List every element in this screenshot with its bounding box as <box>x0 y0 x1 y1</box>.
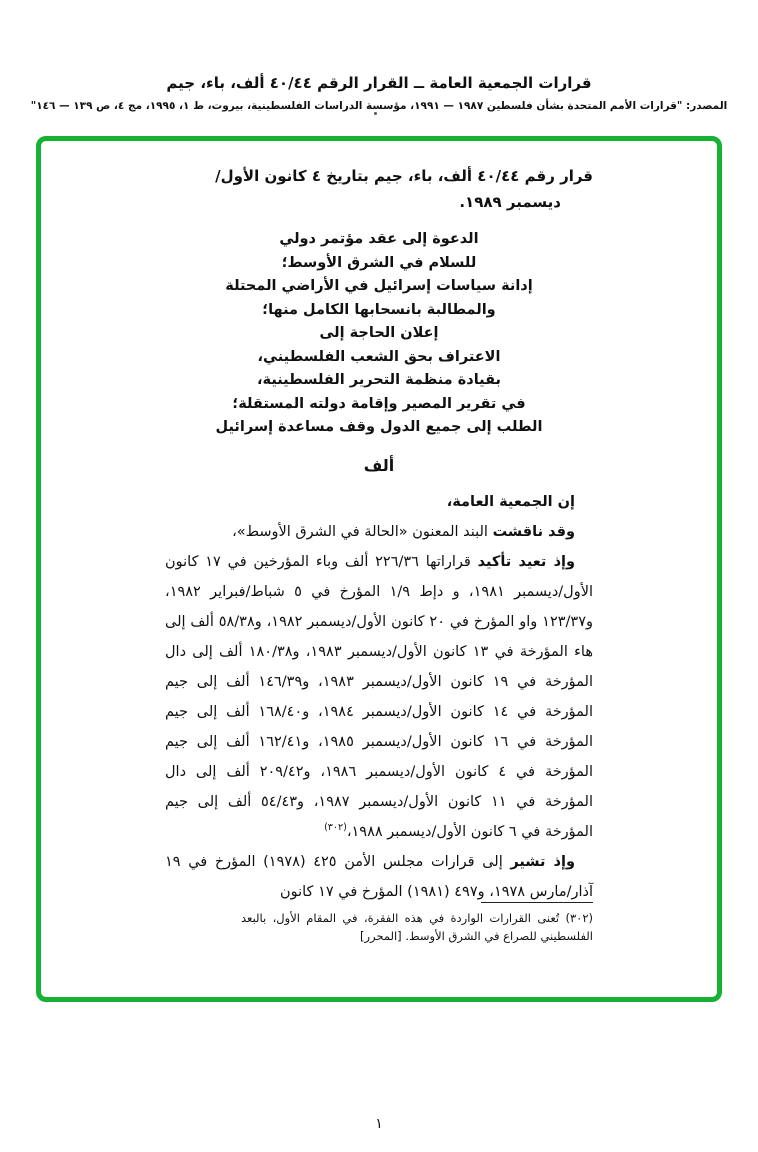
footnote-reference: (٣٠٢) <box>324 821 347 833</box>
page-title: قرارات الجمعية العامة ــ القرار الرقم ٤٠/٤٤ ألف، باء، جيم <box>166 74 592 92</box>
body-paragraphs <box>165 487 593 907</box>
page-speck <box>374 112 377 115</box>
paragraph-lead: وإذ تعيد تأكيد <box>477 553 575 570</box>
subject-line: إدانة سياسات إسرائيل في الأراضي المحتلة <box>225 278 533 294</box>
section-heading-alif: ألف <box>363 455 395 475</box>
paragraph-lead: إن الجمعية العامة، <box>446 493 575 510</box>
footnote-block <box>241 902 593 945</box>
paragraph-text: إلى قرارات مجلس الأمن ٤٢٥ (١٩٧٨) المؤرخ في ١٩ آذار/مارس ١٩٧٨، و٤٩٧ (١٩٨١) المؤرخ في ١٧ كانون <box>165 853 593 900</box>
paragraph-text: البند المعنون «الحالة في الشرق الأوسط»، <box>232 523 493 540</box>
resolution-title <box>165 163 593 215</box>
paragraph-preamble <box>165 487 593 517</box>
document-column <box>165 163 593 907</box>
subject-line: بقيادة منظمة التحرير الفلسطينية، <box>257 372 501 388</box>
footnote-separator-rule <box>481 902 593 903</box>
paragraph-text: قراراتها ٢٢٦/٣٦ ألف وباء المؤرخين في ١٧ كانون الأول/ديسمبر ١٩٨١، و دإط ١/٩ المؤرخ في ٥ شباط/فبراير ١٩٨٢، و١٢٣/٣٧ واو المؤرخ في ٢٠ كانون الأول/ديسمبر ١٩٨٢، و٥٨/٣٨ ألف إلى هاء المؤرخة في ١٣ كانون الأول/ديسمبر ١٩٨٣، و١٨٠/٣٨ ألف إلى دال المؤرخة في ١٩ كانون الأول/ديسمبر ١٩٨٣، و١٤٦/٣٩ ألف إلى جيم المؤرخة في ١٤ كانون الأول/ديسمبر ١٩٨٤، و١٦٨/٤٠ ألف إلى جيم المؤرخة في ١٦ كانون الأول/ديسمبر ١٩٨٥، و١٦٢/٤١ ألف إلى جيم المؤرخة في ٤ كانون الأول/ديسمبر ١٩٨٦، و٢٠٩/٤٢ ألف إلى دال المؤرخة في ١١ كانون الأول/ديسمبر ١٩٨٧، و٥٤/٤٣ ألف إلى جيم المؤرخة في ٦ كانون الأول/ديسمبر ١٩٨٨، <box>165 553 594 840</box>
paragraph-discussed <box>165 517 593 547</box>
subject-line: الدعوة إلى عقد مؤتمر دولي <box>279 231 479 247</box>
source-citation: المصدر: "قرارات الأمم المتحدة بشأن فلسطين ١٩٨٧ — ١٩٩١، مؤسسة الدراسات الفلسطينية، بيروت، ط ١، ١٩٩٥، مج ٤، ص ١٣٩ — ١٤٦" <box>30 100 728 112</box>
subject-line: الطلب إلى جميع الدول وقف مساعدة إسرائيل <box>215 419 543 435</box>
highlight-border-box <box>36 136 722 1002</box>
subject-lines <box>165 228 593 440</box>
resolution-title-line2: ديسمبر ١٩٨٩. <box>459 193 561 211</box>
paragraph-lead: وإذ تشير <box>510 853 575 870</box>
subject-line: في تقرير المصير وإقامة دولته المستقلة؛ <box>232 395 526 412</box>
subject-line: الاعتراف بحق الشعب الفلسطيني، <box>257 348 501 365</box>
subject-line: إعلان الحاجة إلى <box>319 325 439 341</box>
subject-line: والمطالبة بانسحابها الكامل منها؛ <box>262 301 496 318</box>
subject-line: للسلام في الشرق الأوسط؛ <box>281 254 477 271</box>
paragraph-recalling <box>165 847 593 907</box>
page-number: ١ <box>375 1116 383 1132</box>
paragraph-reaffirming <box>165 547 593 847</box>
footnote-text: (٣٠٢) تُعنى القرارات الواردة في هذه الفقرة، في المقام الأول، بالبعد الفلسطيني للصراع في الشرق الأوسط. [المحرر] <box>241 911 593 943</box>
document-page <box>0 74 758 1152</box>
page-header <box>0 74 758 112</box>
paragraph-lead: وقد ناقشت <box>492 523 575 540</box>
resolution-title-line1: قرار رقم ٤٠/٤٤ ألف، باء، جيم بتاريخ ٤ كانون الأول/ <box>215 167 593 185</box>
